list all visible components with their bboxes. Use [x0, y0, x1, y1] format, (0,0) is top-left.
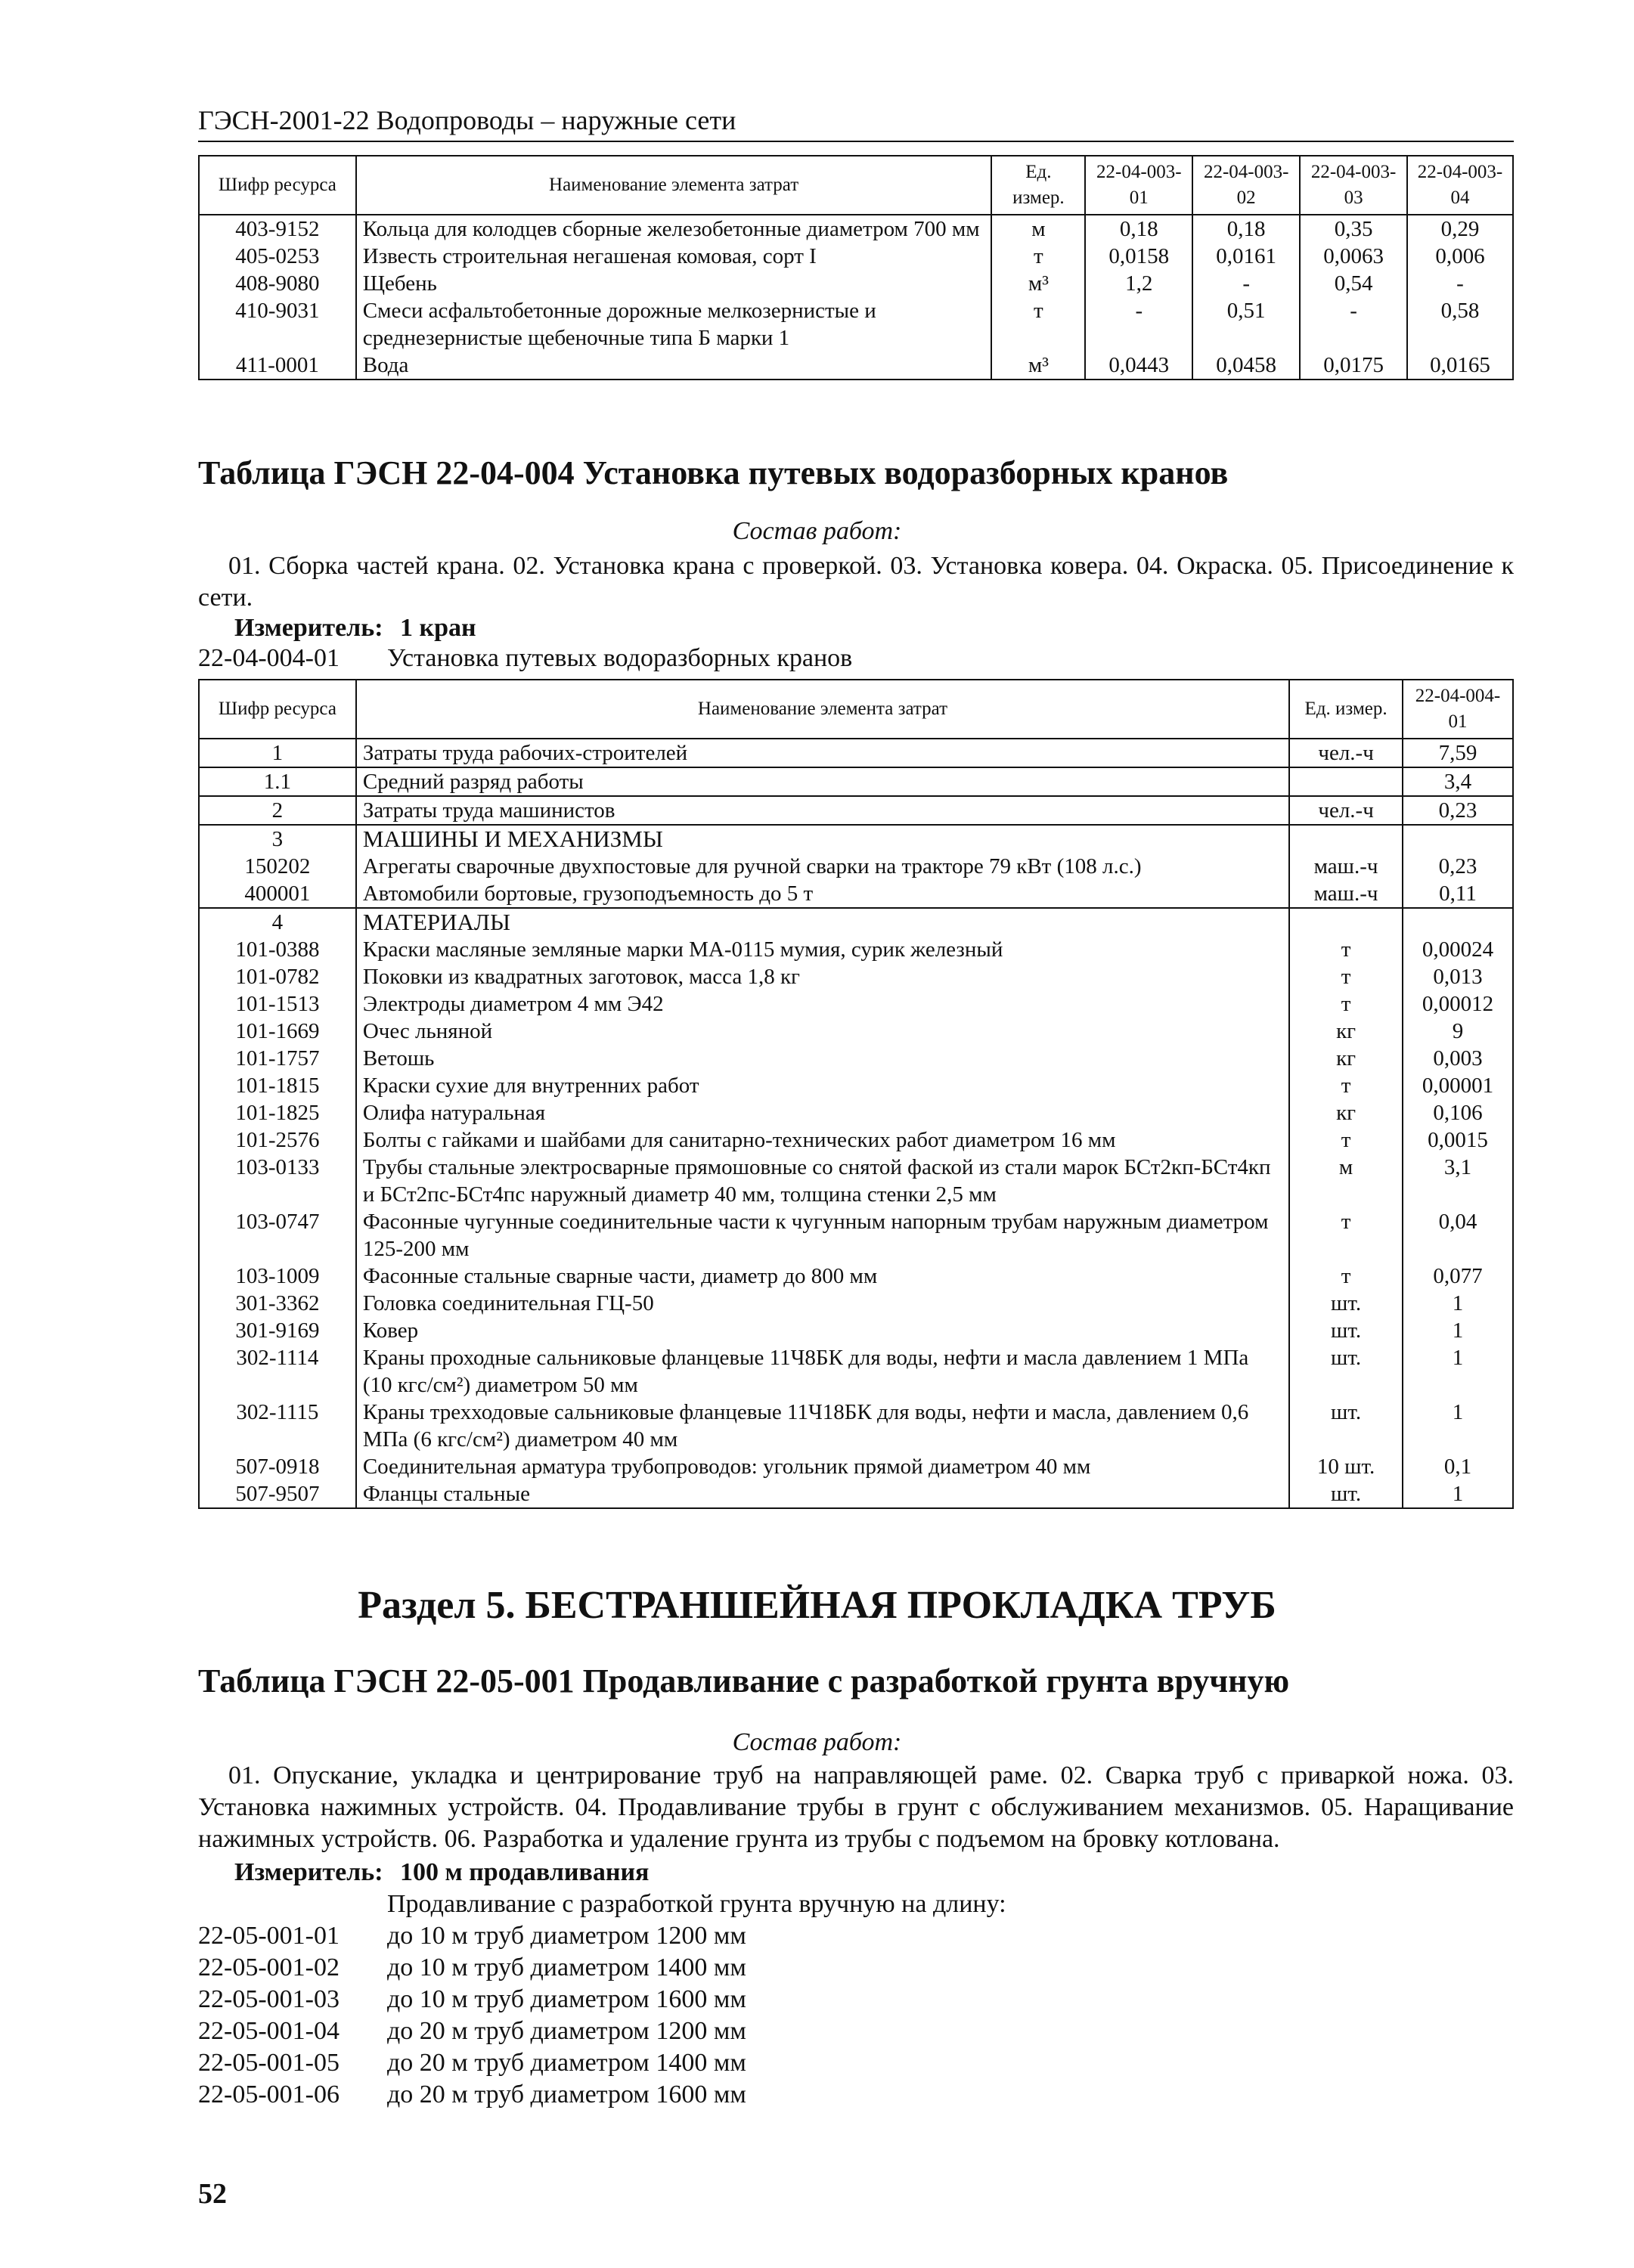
section-row — [199, 908, 1513, 936]
cell-value: 0,18 — [1192, 215, 1300, 243]
meter-value: 100 м продавливания — [400, 1858, 650, 1886]
cell-code: 101-1669 — [199, 1018, 356, 1045]
cell-value: 0,0158 — [1085, 243, 1192, 270]
table-row — [199, 1480, 1513, 1508]
cell-value: 0,00001 — [1403, 1072, 1513, 1099]
cell-value: 7,59 — [1403, 739, 1513, 767]
norm-code-line — [198, 644, 852, 673]
table-row — [199, 767, 1513, 796]
cell-unit: шт. — [1289, 1480, 1403, 1508]
norm-code-line — [198, 1985, 746, 2014]
cell-code: 150202 — [199, 853, 356, 880]
table-row — [199, 1126, 1513, 1154]
cell-value: 0,51 — [1192, 297, 1300, 352]
col-header-name: Наименование элемента затрат — [356, 680, 1289, 739]
cell-name: Затраты труда машинистов — [356, 796, 1289, 825]
cell-value: 0,23 — [1403, 853, 1513, 880]
table-row — [199, 297, 1513, 352]
cell-name: Фланцы стальные — [356, 1480, 1289, 1508]
meter-label: Измеритель: — [234, 614, 383, 642]
norm-description: до 10 м труб диаметром 1400 мм — [387, 1954, 746, 1981]
cell-code: 302-1114 — [199, 1344, 356, 1399]
cell-value: 0,0015 — [1403, 1126, 1513, 1154]
cell-unit: т — [991, 243, 1085, 270]
table-row — [199, 243, 1513, 270]
cell-name: МАТЕРИАЛЫ — [356, 908, 1289, 936]
col-header-code: Шифр ресурса — [199, 680, 356, 739]
table-row — [199, 880, 1513, 908]
norm-description: до 10 м труб диаметром 1200 мм — [387, 1922, 746, 1950]
cell-code: 3 — [199, 825, 356, 853]
table-row — [199, 1072, 1513, 1099]
cell-unit: шт. — [1289, 1399, 1403, 1453]
cell-name: Кольца для колодцев сборные железобетонные диаметром 700 мм — [356, 215, 992, 243]
cell-unit: кг — [1289, 1045, 1403, 1072]
cell-value: 0,077 — [1403, 1263, 1513, 1290]
cell-code: 405-0253 — [199, 243, 356, 270]
cell-value: 1 — [1403, 1480, 1513, 1508]
table-row — [199, 1290, 1513, 1317]
norm-description: до 20 м труб диаметром 1200 мм — [387, 2017, 746, 2045]
cell-code: 302-1115 — [199, 1399, 356, 1453]
cell-code: 101-1815 — [199, 1072, 356, 1099]
cell-name: Трубы стальные электросварные прямошовные со снятой фаской из стали марок БСт2кп-БСт4кп и БСт2пс-БСт4пс наружный диаметр 40 мм, толщина стенки 2,5 мм — [356, 1154, 1289, 1208]
cell-code: 411-0001 — [199, 352, 356, 380]
table-title: Таблица ГЭСН 22-05-001 Продавливание с разработкой грунта вручную — [198, 1662, 1290, 1699]
cell-value: 0,00024 — [1403, 936, 1513, 963]
norm-description: Установка путевых водоразборных кранов — [387, 644, 853, 672]
cell-unit: кг — [1289, 1018, 1403, 1045]
cell-value: 3,1 — [1403, 1154, 1513, 1208]
cell-value: 0,29 — [1407, 215, 1513, 243]
table-row — [199, 1317, 1513, 1344]
cell-value — [1403, 908, 1513, 936]
cell-value: 1 — [1403, 1344, 1513, 1399]
cell-unit: т — [1289, 1208, 1403, 1263]
norm-code: 22-04-004-01 — [198, 644, 340, 672]
norm-intro: Продавливание с разработкой грунта вручную на длину: — [387, 1890, 1006, 1918]
resource-table-22-04-003 — [198, 155, 1514, 380]
cell-code: 101-0388 — [199, 936, 356, 963]
cell-value: 0,23 — [1403, 796, 1513, 825]
cell-unit: 10 шт. — [1289, 1453, 1403, 1480]
norm-code: 22-05-001-03 — [198, 1985, 340, 2013]
cell-code: 103-0747 — [199, 1208, 356, 1263]
cell-unit: шт. — [1289, 1317, 1403, 1344]
cell-name: МАШИНЫ И МЕХАНИЗМЫ — [356, 825, 1289, 853]
table-title: Таблица ГЭСН 22-04-004 Установка путевых водоразборных кранов — [198, 454, 1229, 491]
norm-code-line — [198, 2081, 746, 2109]
cell-value: 0,0443 — [1085, 352, 1192, 380]
table-row — [199, 1263, 1513, 1290]
table-row — [199, 1018, 1513, 1045]
cell-code: 408-9080 — [199, 270, 356, 297]
table-body — [199, 215, 1513, 380]
cell-value: 0,0165 — [1407, 352, 1513, 380]
cell-code: 4 — [199, 908, 356, 936]
cell-value: 0,106 — [1403, 1099, 1513, 1126]
header-rule — [198, 141, 1514, 142]
cell-name: Болты с гайками и шайбами для санитарно-технических работ диаметром 16 мм — [356, 1126, 1289, 1154]
table-header-row — [199, 156, 1513, 215]
cell-value: 0,0161 — [1192, 243, 1300, 270]
meter-line — [234, 614, 476, 643]
cell-code: 101-1757 — [199, 1045, 356, 1072]
table-row — [199, 352, 1513, 380]
col-header-name: Наименование элемента затрат — [356, 156, 992, 215]
work-description: 01. Сборка частей крана. 02. Установка крана с проверкой. 03. Установка ковера. 04. Окраска. 05. Присоединение к сети. — [198, 552, 1514, 612]
cell-value: 0,0458 — [1192, 352, 1300, 380]
norm-code-line — [198, 2049, 746, 2077]
cell-unit: кг — [1289, 1099, 1403, 1126]
table-row — [199, 1208, 1513, 1263]
cell-name: Ковер — [356, 1317, 1289, 1344]
work-description: 01. Опускание, укладка и центрирование труб на направляющей раме. 02. Сварка труб с приваркой ножа. 03. Установка нажимных устройств. 04. Продавливание трубы в грунт с обслуживанием механизмов. 05. Наращивание нажимных устройств. 06. Разработка и удаление грунта из трубы с подъемом на бровку котлована. — [198, 1761, 1514, 1853]
cell-name: Автомобили бортовые, грузоподъемность до 5 т — [356, 880, 1289, 908]
cell-name: Известь строительная негашеная комовая, сорт I — [356, 243, 992, 270]
col-header-norm: 22-04-003-04 — [1407, 156, 1513, 215]
cell-code: 301-3362 — [199, 1290, 356, 1317]
col-header-norm: 22-04-004-01 — [1403, 680, 1513, 739]
table-row — [199, 1154, 1513, 1208]
cell-name: Фасонные чугунные соединительные части к чугунным напорным трубам наружным диаметром 125-200 мм — [356, 1208, 1289, 1263]
cell-unit: м³ — [991, 352, 1085, 380]
cell-name: Средний разряд работы — [356, 767, 1289, 796]
table-row — [199, 853, 1513, 880]
cell-code: 507-0918 — [199, 1453, 356, 1480]
cell-unit: т — [1289, 1263, 1403, 1290]
section-row — [199, 825, 1513, 853]
cell-value: 0,00012 — [1403, 990, 1513, 1018]
cell-unit: шт. — [1289, 1344, 1403, 1399]
table-header-row — [199, 680, 1513, 739]
table-row — [199, 796, 1513, 825]
cell-value: 0,11 — [1403, 880, 1513, 908]
cell-code: 1.1 — [199, 767, 356, 796]
cell-code: 101-2576 — [199, 1126, 356, 1154]
cell-code: 101-1825 — [199, 1099, 356, 1126]
cell-unit: т — [1289, 936, 1403, 963]
table-row — [199, 1045, 1513, 1072]
table-row — [199, 215, 1513, 243]
cell-value — [1403, 825, 1513, 853]
section-title: Раздел 5. БЕСТРАНШЕЙНАЯ ПРОКЛАДКА ТРУБ — [358, 1584, 1276, 1627]
col-header-unit: Ед. измер. — [1289, 680, 1403, 739]
cell-unit: т — [1289, 990, 1403, 1018]
cell-code: 103-0133 — [199, 1154, 356, 1208]
cell-value: 0,18 — [1085, 215, 1192, 243]
col-header-norm: 22-04-003-02 — [1192, 156, 1300, 215]
table-row — [199, 739, 1513, 767]
table-row — [199, 1453, 1513, 1480]
cell-name: Краны проходные сальниковые фланцевые 11Ч8БК для воды, нефти и масла давлением 1 МПа (10 кгс/см²) диаметром 50 мм — [356, 1344, 1289, 1399]
cell-value: 1 — [1403, 1317, 1513, 1344]
norm-description: до 20 м труб диаметром 1400 мм — [387, 2049, 746, 2077]
cell-unit — [1289, 825, 1403, 853]
work-caption: Состав работ: — [732, 517, 902, 545]
cell-value: 1 — [1403, 1290, 1513, 1317]
cell-code: 2 — [199, 796, 356, 825]
meter-value: 1 кран — [400, 614, 476, 642]
cell-name: Смеси асфальтобетонные дорожные мелкозернистые и среднезернистые щебеночные типа Б марки 1 — [356, 297, 992, 352]
cell-unit — [1289, 908, 1403, 936]
cell-unit: чел.-ч — [1289, 796, 1403, 825]
cell-code: 507-9507 — [199, 1480, 356, 1508]
norm-code: 22-05-001-02 — [198, 1954, 340, 1981]
col-header-unit: Ед. измер. — [991, 156, 1085, 215]
cell-code: 1 — [199, 739, 356, 767]
cell-value: 0,0063 — [1300, 243, 1407, 270]
cell-value: 0,04 — [1403, 1208, 1513, 1263]
cell-unit: маш.-ч — [1289, 880, 1403, 908]
table-row — [199, 963, 1513, 990]
norm-code: 22-05-001-05 — [198, 2049, 340, 2077]
cell-value: 0,1 — [1403, 1453, 1513, 1480]
cell-name: Олифа натуральная — [356, 1099, 1289, 1126]
cell-unit: чел.-ч — [1289, 739, 1403, 767]
col-header-norm: 22-04-003-03 — [1300, 156, 1407, 215]
cell-code: 410-9031 — [199, 297, 356, 352]
cell-value: 0,54 — [1300, 270, 1407, 297]
cell-name: Щебень — [356, 270, 992, 297]
table-row — [199, 990, 1513, 1018]
norm-code-line — [198, 1922, 746, 1950]
cell-value: - — [1192, 270, 1300, 297]
cell-value: - — [1407, 270, 1513, 297]
cell-value: 0,58 — [1407, 297, 1513, 352]
cell-code: 101-1513 — [199, 990, 356, 1018]
cell-name: Электроды диаметром 4 мм Э42 — [356, 990, 1289, 1018]
table-row — [199, 1099, 1513, 1126]
cell-unit: т — [1289, 1072, 1403, 1099]
cell-unit: маш.-ч — [1289, 853, 1403, 880]
cell-name: Затраты труда рабочих-строителей — [356, 739, 1289, 767]
cell-value: 0,35 — [1300, 215, 1407, 243]
norm-description: до 20 м труб диаметром 1600 мм — [387, 2081, 746, 2108]
table-row — [199, 936, 1513, 963]
norm-code-line — [198, 1954, 746, 1982]
cell-code: 103-1009 — [199, 1263, 356, 1290]
cell-name: Ветошь — [356, 1045, 1289, 1072]
running-header: ГЭСН-2001-22 Водопроводы – наружные сети — [198, 105, 736, 135]
page-number: 52 — [198, 2178, 227, 2210]
cell-value: 3,4 — [1403, 767, 1513, 796]
cell-code: 400001 — [199, 880, 356, 908]
norm-code: 22-05-001-06 — [198, 2081, 340, 2108]
col-header-code: Шифр ресурса — [199, 156, 356, 215]
table-body — [199, 739, 1513, 1508]
cell-value: 0,013 — [1403, 963, 1513, 990]
table-row — [199, 1344, 1513, 1399]
cell-unit: т — [1289, 1126, 1403, 1154]
cell-value: 0,006 — [1407, 243, 1513, 270]
table-row — [199, 1399, 1513, 1453]
cell-name: Головка соединительная ГЦ-50 — [356, 1290, 1289, 1317]
norm-code: 22-05-001-01 — [198, 1922, 340, 1950]
cell-name: Краски сухие для внутренних работ — [356, 1072, 1289, 1099]
norm-code-line — [198, 2017, 746, 2046]
cell-unit: т — [991, 297, 1085, 352]
cell-name: Поковки из квадратных заготовок, масса 1,8 кг — [356, 963, 1289, 990]
cell-name: Фасонные стальные сварные части, диаметр до 800 мм — [356, 1263, 1289, 1290]
meter-line — [234, 1858, 649, 1887]
cell-name: Краски масляные земляные марки МА-0115 мумия, сурик железный — [356, 936, 1289, 963]
cell-code: 403-9152 — [199, 215, 356, 243]
cell-value: 0,003 — [1403, 1045, 1513, 1072]
cell-code: 101-0782 — [199, 963, 356, 990]
cell-name: Очес льняной — [356, 1018, 1289, 1045]
cell-name: Вода — [356, 352, 992, 380]
cell-code: 301-9169 — [199, 1317, 356, 1344]
cell-unit — [1289, 767, 1403, 796]
cell-unit: м³ — [991, 270, 1085, 297]
norm-description: до 10 м труб диаметром 1600 мм — [387, 1985, 746, 2013]
cell-name: Соединительная арматура трубопроводов: угольник прямой диаметром 40 мм — [356, 1453, 1289, 1480]
work-caption: Состав работ: — [732, 1728, 902, 1756]
cell-name: Краны трехходовые сальниковые фланцевые 11Ч18БК для воды, нефти и масла, давлением 0,6 МПа (6 кгс/см²) диаметром 40 мм — [356, 1399, 1289, 1453]
meter-label: Измеритель: — [234, 1858, 383, 1886]
resource-table-22-04-004 — [198, 679, 1514, 1509]
cell-value: 9 — [1403, 1018, 1513, 1045]
col-header-norm: 22-04-003-01 — [1085, 156, 1192, 215]
cell-value: - — [1085, 297, 1192, 352]
cell-value: 1,2 — [1085, 270, 1192, 297]
cell-unit: т — [1289, 963, 1403, 990]
cell-unit: шт. — [1289, 1290, 1403, 1317]
table-row — [199, 270, 1513, 297]
cell-name: Агрегаты сварочные двухпостовые для ручной сварки на тракторе 79 кВт (108 л.с.) — [356, 853, 1289, 880]
cell-unit: м — [1289, 1154, 1403, 1208]
cell-value: 1 — [1403, 1399, 1513, 1453]
cell-value: - — [1300, 297, 1407, 352]
cell-unit: м — [991, 215, 1085, 243]
cell-value: 0,0175 — [1300, 352, 1407, 380]
norm-code: 22-05-001-04 — [198, 2017, 340, 2045]
